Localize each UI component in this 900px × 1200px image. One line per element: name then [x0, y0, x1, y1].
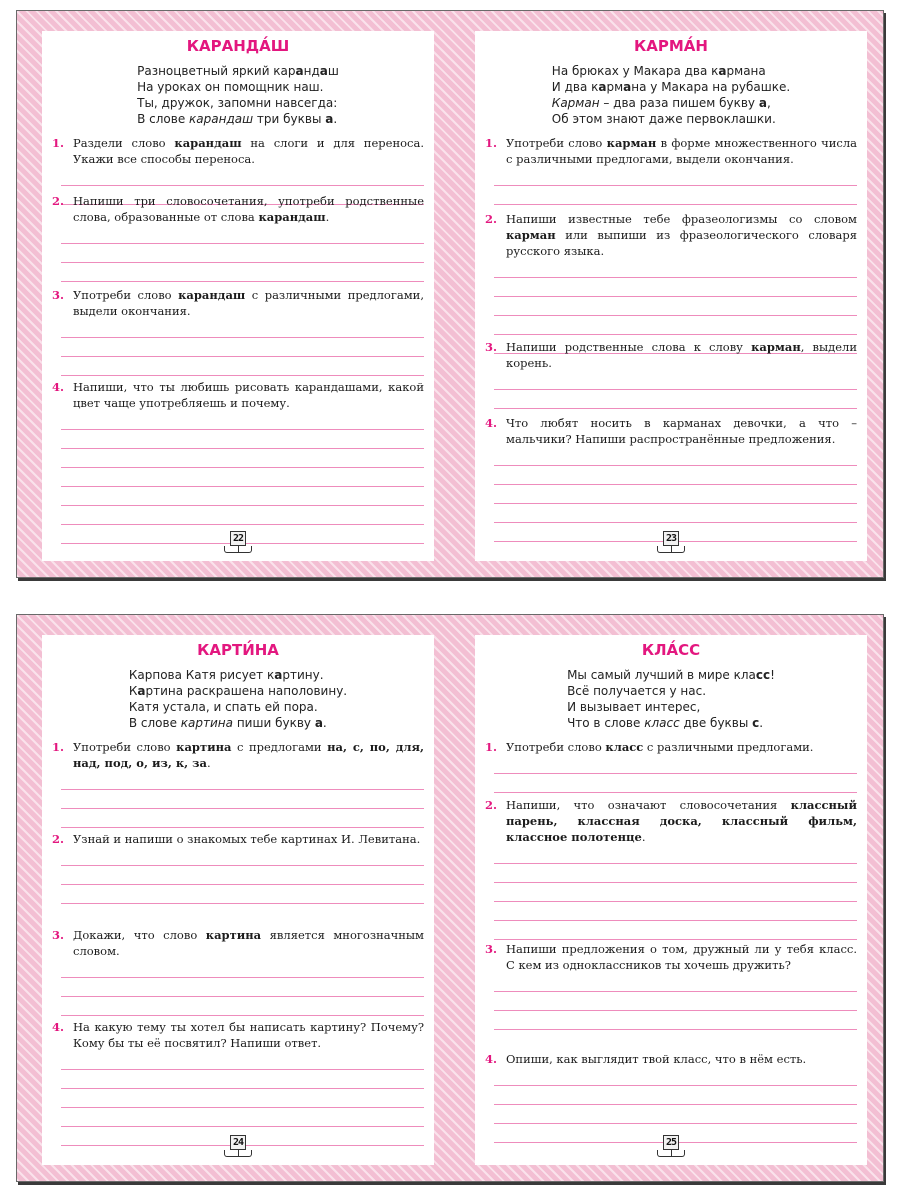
answer-lines[interactable] — [494, 755, 857, 793]
answer-line[interactable] — [61, 338, 424, 357]
poem — [475, 667, 867, 731]
task-number: 1. — [52, 136, 65, 150]
task-2 — [52, 193, 424, 282]
poem-line: В слове карандаш три буквы а. — [137, 112, 338, 126]
answer-line[interactable] — [61, 885, 424, 904]
poem — [42, 667, 434, 731]
task-text: Напиши родственные слова к слову карман, выдели корень. — [506, 340, 858, 370]
answer-line[interactable] — [494, 1067, 857, 1086]
answer-line[interactable] — [61, 430, 424, 449]
answer-lines[interactable] — [61, 411, 424, 544]
task-number: 1. — [485, 740, 498, 754]
answer-lines[interactable] — [61, 225, 424, 282]
answer-line[interactable] — [494, 1105, 857, 1124]
spread-pages-22-23 — [16, 10, 884, 578]
task-text: Раздели слово карандаш на слоги и для переноса. Укажи все способы переноса. — [73, 136, 424, 166]
answer-line[interactable] — [494, 259, 857, 278]
answer-line[interactable] — [61, 1108, 424, 1127]
answer-line[interactable] — [61, 847, 424, 866]
poem-line: И два кармана у Макара на рубашке. — [551, 80, 791, 94]
answer-line[interactable] — [494, 371, 857, 390]
page-number — [224, 531, 252, 555]
answer-line[interactable] — [494, 992, 857, 1011]
task-number: 4. — [485, 416, 498, 430]
answer-line[interactable] — [494, 447, 857, 466]
answer-line[interactable] — [494, 390, 857, 409]
poem-line: И вызывает интерес, — [567, 700, 701, 714]
task-number: 4. — [52, 1020, 65, 1034]
poem-line: Катя устала, и спать ей пора. — [128, 700, 318, 714]
answer-lines[interactable] — [61, 847, 424, 904]
task-text: Употреби слово карандаш с различными предлогами, выдели окончания. — [73, 288, 425, 318]
answer-lines[interactable] — [61, 771, 424, 828]
task-number: 3. — [485, 942, 498, 956]
page-number — [657, 1135, 685, 1159]
task-4 — [485, 1051, 857, 1143]
book-icon — [224, 546, 252, 553]
task-text: Напиши известные тебе фразеологизмы со словом карман или выпиши из фразеологического словаря русского языка. — [506, 212, 857, 258]
task-number: 3. — [52, 288, 65, 302]
task-number: 2. — [485, 798, 498, 812]
page-title: КЛА́СС — [641, 641, 701, 659]
task-4 — [485, 415, 857, 542]
answer-lines[interactable] — [494, 371, 857, 409]
answer-lines[interactable] — [494, 973, 857, 1030]
task-text: Что любят носить в карманах девочки, а что – мальчики? Напиши распространённые предложения. — [506, 416, 857, 446]
answer-line[interactable] — [61, 244, 424, 263]
answer-lines[interactable] — [61, 1051, 424, 1146]
poem-line: В слове картина пиши букву а. — [128, 716, 327, 730]
answer-line[interactable] — [494, 278, 857, 297]
answer-line[interactable] — [494, 902, 857, 921]
task-text: Узнай и напиши о знакомых тебе картинах И. Левитана. — [73, 832, 421, 846]
answer-line[interactable] — [494, 864, 857, 883]
answer-line[interactable] — [61, 411, 424, 430]
task-3 — [485, 941, 857, 1030]
task-number: 4. — [485, 1052, 498, 1066]
task-2 — [485, 211, 857, 354]
task-text: Опиши, как выглядит твой класс, что в нём есть. — [506, 1052, 807, 1066]
task-number: 2. — [52, 832, 65, 846]
task-number: 2. — [52, 194, 65, 208]
answer-line[interactable] — [494, 755, 857, 774]
page-title: КАРМА́Н — [634, 37, 708, 55]
answer-line[interactable] — [494, 485, 857, 504]
task-text: На какую тему ты хотел бы написать картину? Почему? Кому бы ты её посвятил? Напиши ответ. — [73, 1020, 424, 1050]
task-text: Докажи, что слово картина является многозначным словом. — [73, 928, 424, 958]
answer-lines[interactable] — [494, 167, 857, 205]
task-text: Напиши предложения о том, дружный ли у тебя класс. С кем из одноклассников ты хочешь дружить? — [506, 942, 857, 972]
task-1 — [485, 739, 857, 793]
poem-line: На брюках у Макара два кармана — [551, 64, 766, 78]
page-kartina — [42, 635, 434, 1165]
poem-line: Разноцветный яркий карандаш — [137, 64, 339, 78]
answer-lines[interactable] — [61, 959, 424, 1016]
answer-line[interactable] — [61, 809, 424, 828]
answer-line[interactable] — [494, 186, 857, 205]
answer-line[interactable] — [61, 978, 424, 997]
poem — [475, 63, 867, 127]
answer-lines[interactable] — [61, 319, 424, 376]
answer-line[interactable] — [61, 997, 424, 1016]
task-2 — [52, 831, 424, 904]
task-number: 4. — [52, 380, 65, 394]
page-number-text: 22 — [230, 531, 246, 546]
task-2 — [485, 797, 857, 940]
answer-line[interactable] — [494, 883, 857, 902]
poem — [42, 63, 434, 127]
task-number: 1. — [485, 136, 498, 150]
task-1 — [52, 739, 424, 828]
answer-line[interactable] — [61, 468, 424, 487]
answer-line[interactable] — [61, 866, 424, 885]
page-title: КАРАНДА́Ш — [186, 37, 290, 55]
answer-line[interactable] — [61, 1070, 424, 1089]
answer-lines[interactable] — [494, 447, 857, 542]
answer-line[interactable] — [61, 959, 424, 978]
page-number — [657, 531, 685, 555]
page-number — [224, 1135, 252, 1159]
task-3 — [52, 927, 424, 1016]
task-text: Употреби слово карман в форме множественного числа с различными предлогами, выдели окончания. — [506, 136, 857, 166]
poem-line: Об этом знают даже первоклашки. — [551, 112, 776, 126]
poem-line: Мы самый лучший в мире класс! — [567, 668, 775, 682]
answer-line[interactable] — [494, 921, 857, 940]
task-number: 1. — [52, 740, 65, 754]
answer-line[interactable] — [494, 297, 857, 316]
poem-line: Картина раскрашена наполовину. — [128, 684, 348, 698]
answer-line[interactable] — [61, 225, 424, 244]
answer-line[interactable] — [494, 316, 857, 335]
task-text: Напиши три словосочетания, употреби родственные слова, образованные от слова карандаш. — [73, 194, 424, 224]
task-number: 3. — [485, 340, 498, 354]
page-karman — [475, 31, 867, 561]
answer-line[interactable] — [61, 506, 424, 525]
answer-line[interactable] — [494, 466, 857, 485]
answer-line[interactable] — [61, 487, 424, 506]
book-icon — [224, 1150, 252, 1157]
answer-line[interactable] — [494, 845, 857, 864]
answer-line[interactable] — [494, 1086, 857, 1105]
answer-line[interactable] — [494, 504, 857, 523]
answer-lines[interactable] — [494, 845, 857, 940]
answer-line[interactable] — [61, 263, 424, 282]
page-title: КАРТИ́НА — [197, 641, 279, 659]
poem-line: На уроках он помощник наш. — [137, 80, 324, 94]
answer-line[interactable] — [61, 1089, 424, 1108]
task-number: 3. — [52, 928, 65, 942]
page-karandash — [42, 31, 434, 561]
task-text: Напиши, что ты любишь рисовать карандашами, какой цвет чаще употребляешь и почему. — [73, 380, 424, 410]
task-text: Употреби слово класс с различными предлогами. — [506, 740, 814, 754]
answer-line[interactable] — [494, 167, 857, 186]
task-3 — [52, 287, 424, 376]
page-klass — [475, 635, 867, 1165]
answer-line[interactable] — [494, 973, 857, 992]
poem-line: Карман – два раза пишем букву а, — [551, 96, 771, 110]
poem-line: Ты, дружок, запомни навсегда: — [137, 96, 338, 110]
book-icon — [657, 546, 685, 553]
answer-line[interactable] — [61, 167, 424, 186]
task-text: Напиши, что означают словосочетания классный парень, классная доска, классный фильм, классное полотенце. — [506, 798, 857, 844]
task-1 — [485, 135, 857, 205]
task-4 — [52, 379, 424, 544]
answer-lines[interactable] — [494, 1067, 857, 1143]
answer-line[interactable] — [61, 790, 424, 809]
answer-line[interactable] — [61, 449, 424, 468]
page-number-text: 25 — [663, 1135, 679, 1150]
spread-pages-24-25 — [16, 614, 884, 1182]
page-number-text: 24 — [230, 1135, 246, 1150]
poem-line: Что в слове класс две буквы с. — [567, 716, 764, 730]
book-icon — [657, 1150, 685, 1157]
answer-line[interactable] — [61, 357, 424, 376]
poem-line: Карпова Катя рисует картину. — [128, 668, 324, 682]
answer-line[interactable] — [494, 1011, 857, 1030]
task-3 — [485, 339, 857, 409]
task-number: 2. — [485, 212, 498, 226]
task-text: Употреби слово картина с предлогами на, с, по, для, над, под, о, из, к, за. — [73, 740, 424, 770]
answer-line[interactable] — [61, 319, 424, 338]
answer-line[interactable] — [494, 774, 857, 793]
answer-line[interactable] — [61, 1051, 424, 1070]
page-number-text: 23 — [663, 531, 679, 546]
task-4 — [52, 1019, 424, 1146]
poem-line: Всё получается у нас. — [567, 684, 707, 698]
answer-line[interactable] — [61, 771, 424, 790]
